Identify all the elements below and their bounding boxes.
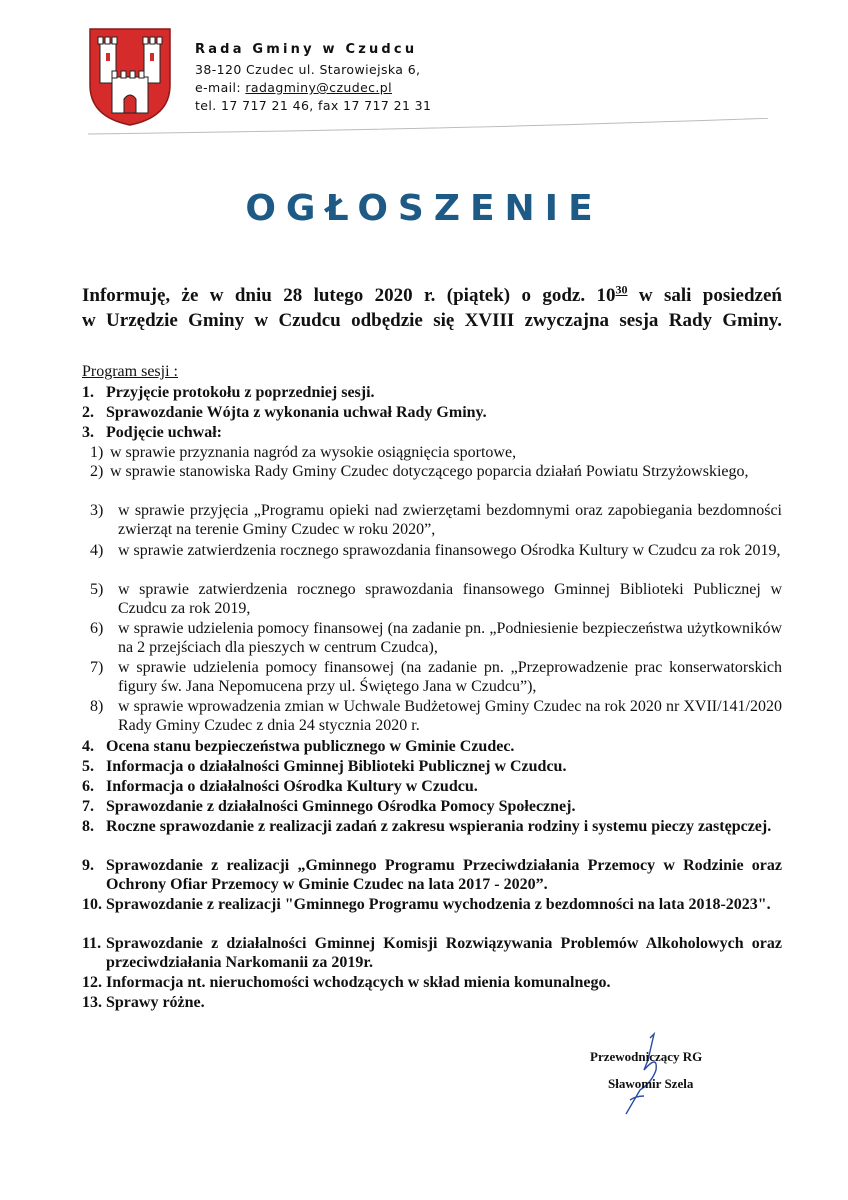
organization-email-line — [195, 80, 392, 95]
coat-of-arms-logo — [88, 27, 172, 127]
sub-list-item: 7) w sprawie udzielenia pomocy finansowej (na zadanie pn. „Przeprowadzenie prac konserwatorskich figury św. Jana Nepomucena przy ul. Świętego Jana w Czudcu”), — [90, 659, 782, 695]
program-heading: Program sesji : — [82, 363, 178, 380]
intro-line-1: Informuję, że w dniu 28 lutego 2020 r. (piątek) o godz. $10^{30}$ w sali posiedzeń — [82, 282, 782, 306]
signature-name: Sławomir Szela — [608, 1076, 694, 1091]
page-title: OGŁOSZENIE — [245, 188, 603, 229]
email-link[interactable]: radagminy@czudec.pl — [245, 80, 393, 95]
list-item: 9. Sprawozdanie z realizacji „Gminnego Programu Przeciwdziałania Przemocy w Rodzinie oraz Ochrony Ofiar Przemocy w Gminie Czudec na lata 2017 - 2020”. — [82, 857, 782, 893]
organization-phone: tel. 17 717 21 46, fax 17 717 21 31 — [195, 98, 432, 113]
sub-list-item: 8) w sprawie wprowadzenia zmian w Uchwale Budżetowej Gminy Czudec na rok 2020 nr XVII/141/2020 Rady Gminy Czudec z dnia 24 stycznia 2020 r. — [90, 698, 782, 734]
organization-address: 38-120 Czudec ul. Starowiejska 6, — [195, 62, 421, 77]
sub-list-item: 2) w sprawie stanowiska Rady Gminy Czudec dotyczącego poparcia działań Powiatu Strzyżowskiego, — [90, 463, 749, 480]
sub-list-item: 3) w sprawie przyjęcia „Programu opieki nad zwierzętami bezdomnymi oraz zapobiegania bezdomności zwierząt na terenie Gminy Czudec w roku 2020”, — [90, 502, 782, 538]
header-divider — [88, 118, 768, 138]
organization-name: Rada Gminy w Czudcu — [195, 42, 418, 57]
intro-line-2: w Urzędzie Gminy w Czudcu odbędzie się XVIII zwyczajna sesja Rady Gminy. — [82, 310, 782, 331]
handwritten-signature — [600, 1030, 680, 1120]
email-prefix: e-mail: — [195, 80, 246, 95]
list-item: 10. Sprawozdanie z realizacji "Gminnego Programu wychodzenia z bezdomności na lata 2018-2023". — [82, 896, 771, 913]
time-minutes: 30 — [615, 282, 628, 297]
signature-role: Przewodniczący RG — [590, 1049, 703, 1064]
list-item: 8. Roczne sprawozdanie z realizacji zadań z zakresu wspierania rodziny i systemu pieczy zastępczej. — [82, 818, 772, 835]
announcement-intro — [82, 283, 782, 333]
sub-list-item: 1) w sprawie przyznania nagród za wysokie osiągnięcia sportowe, — [90, 444, 517, 461]
sub-list-item: 4) w sprawie zatwierdzenia rocznego sprawozdania finansowego Ośrodka Kultury w Czudcu za rok 2019, — [90, 542, 781, 559]
list-item: 11. Sprawozdanie z działalności Gminnej Komisji Rozwiązywania Problemów Alkoholowych oraz przeciwdziałania Narkomanii za 2019r. — [82, 935, 782, 971]
sub-list-item: 5) w sprawie zatwierdzenia rocznego sprawozdania finansowego Gminnej Biblioteki Publicznej w Czudcu za rok 2019, — [90, 581, 782, 617]
sub-list-item: 6) w sprawie udzielenia pomocy finansowej (na zadanie pn. „Podniesienie bezpieczeństwa użytkowników na 2 przejściach dla pieszych w centrum Czudca), — [90, 620, 782, 656]
